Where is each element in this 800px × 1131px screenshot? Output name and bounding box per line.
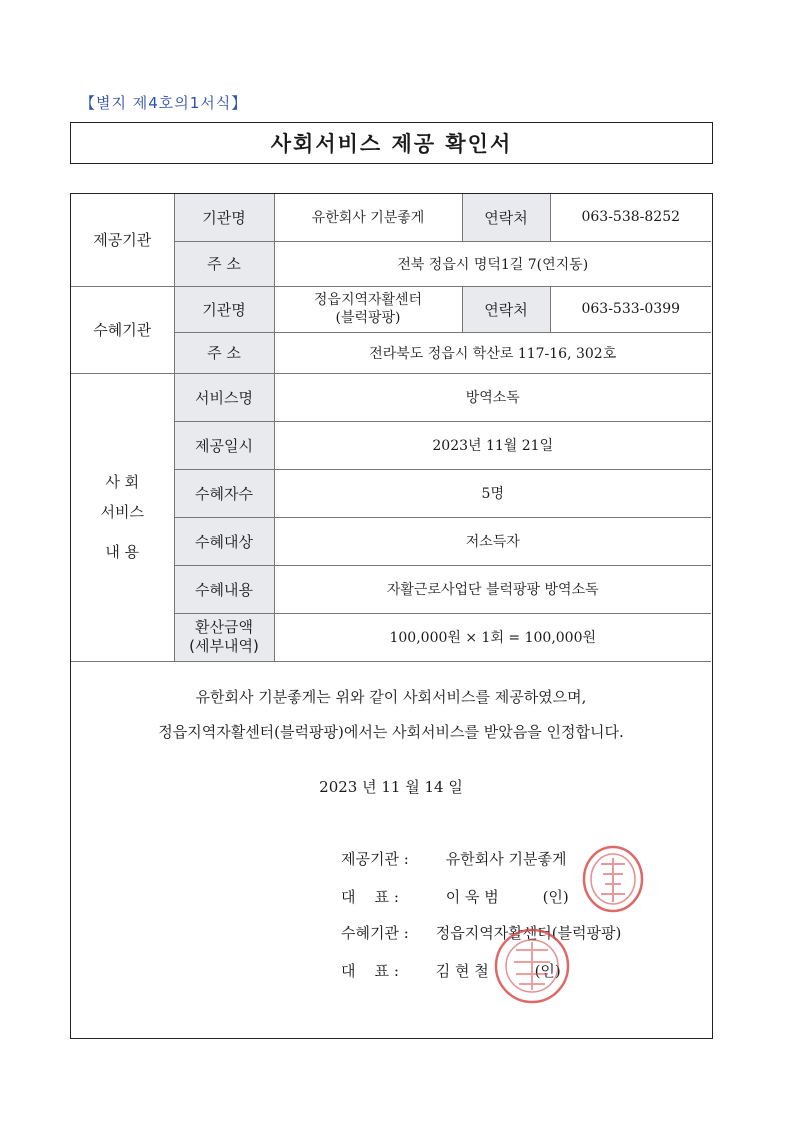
provider-contact: 063-538-8252 [550, 194, 711, 241]
provider-rep-line [341, 886, 569, 907]
provider-name-row [71, 194, 711, 241]
recipient-signer-name: 정읍지역자활센터(블럭팡팡) [435, 924, 622, 942]
recipient-rep-name: 김 현 철 [435, 962, 489, 980]
provider-address: 전북 정읍시 명덕1길 7(연지동) [274, 241, 711, 286]
provider-label: 제공기관 : [341, 850, 409, 868]
amount-label [174, 613, 274, 661]
provider-group-label: 제공기관 [71, 194, 174, 286]
recipient-name-row [71, 286, 711, 332]
info-table [71, 194, 711, 662]
amount-value: 100,000원 × 1회 = 100,000원 [274, 613, 711, 661]
service-row-value: 자활근로사업단 블럭팡팡 방역소독 [274, 565, 711, 613]
recipient-address: 전라북도 정읍시 학산로 117-16, 302호 [274, 332, 711, 373]
recipient-name-label: 기관명 [174, 286, 274, 332]
provider-seal-stamp-icon [581, 844, 645, 914]
issue-date: 2023 년 11 월 14 일 [319, 778, 463, 796]
service-row-value: 방역소독 [274, 373, 711, 421]
form-number-label: 【별지 제4호의1서식】 [80, 94, 248, 112]
recipient-seal-mark: (인) [534, 962, 561, 980]
statement-line1: 유한회사 기분좋게는 위와 같이 사회서비스를 제공하였으며, [195, 688, 587, 706]
provider-name-label: 기관명 [174, 194, 274, 241]
service-row-value: 저소득자 [274, 517, 711, 565]
service-row-label: 수혜자수 [174, 469, 274, 517]
statement-line2: 정읍지역자활센터(블럭팡팡)에서는 사회서비스를 받았음을 인정합니다. [158, 723, 624, 741]
service-group-label-line2: 서비스 [100, 503, 144, 521]
service-row-label: 서비스명 [174, 373, 274, 421]
provider-signature-line [341, 848, 566, 869]
provider-signer-name: 유한회사 기분좋게 [445, 850, 567, 868]
amount-label-line1: 환산금액 [195, 618, 253, 636]
recipient-address-label: 주 소 [174, 332, 274, 373]
service-row-label: 수혜내용 [174, 565, 274, 613]
recipient-group-label: 수혜기관 [71, 286, 174, 373]
provider-seal-mark: (인) [542, 888, 569, 906]
document-title [70, 122, 713, 164]
document-title-text: 사회서비스 제공 확인서 [270, 132, 513, 156]
provider-contact-label: 연락처 [462, 194, 550, 241]
recipient-name-line1: 정읍지역자활센터 [313, 292, 423, 308]
recipient-seal-stamp-icon [491, 926, 573, 1006]
recipient-rep-label: 대 표 : [341, 962, 399, 980]
recipient-name-line2: (블럭팡팡) [335, 310, 401, 326]
service-row-value: 5명 [274, 469, 711, 517]
recipient-label: 수혜기관 : [341, 924, 409, 942]
service-row [71, 373, 711, 421]
service-group-label-line3: 내 용 [105, 543, 140, 561]
recipient-contact-label: 연락처 [462, 286, 550, 332]
provider-rep-label: 대 표 : [341, 888, 399, 906]
provider-address-label: 주 소 [174, 241, 274, 286]
amount-label-line2: (세부내역) [189, 637, 259, 655]
service-row-value: 2023년 11월 21일 [274, 421, 711, 469]
certificate-body [70, 193, 713, 1039]
recipient-name [274, 286, 462, 332]
service-group-label [71, 373, 174, 661]
service-row-label: 수혜대상 [174, 517, 274, 565]
service-row-label: 제공일시 [174, 421, 274, 469]
service-group-label-line1: 사 회 [105, 473, 140, 491]
recipient-signature-line [341, 922, 621, 943]
provider-rep-name: 이 욱 범 [445, 888, 499, 906]
provider-name: 유한회사 기분좋게 [274, 194, 462, 241]
recipient-contact: 063-533-0399 [550, 286, 711, 332]
